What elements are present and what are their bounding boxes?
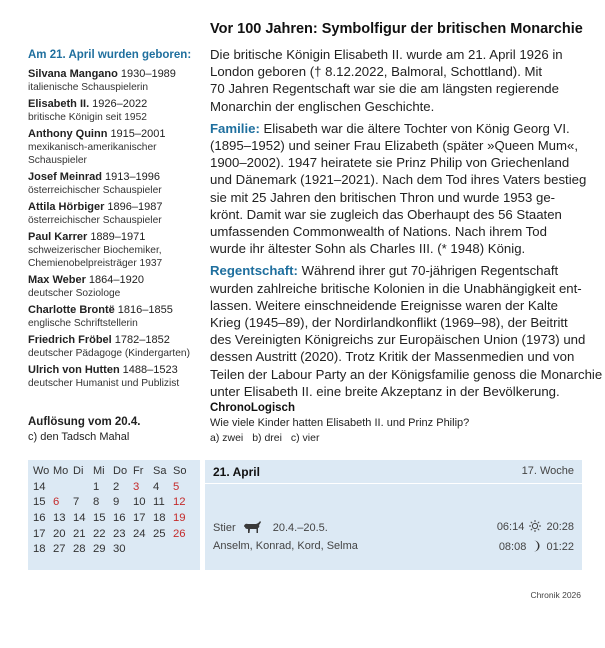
person-description: deutscher Pädagoge (Kindergarten) xyxy=(28,348,190,359)
article-line-text: krönt. Damit war sie zugleich das Oberhaupt des 56 Staaten xyxy=(210,206,562,222)
person-description: deutscher Humanist und Publizist xyxy=(28,378,180,389)
calendar-day: 15 xyxy=(93,511,106,524)
birth-entry-line xyxy=(28,334,198,347)
calendar-day: 20 xyxy=(53,527,66,540)
bull-icon xyxy=(242,520,262,537)
calendar-day: 7 xyxy=(73,496,80,509)
calendar-day: 30 xyxy=(113,543,126,556)
paragraph-heading: Regentschaft: xyxy=(210,263,298,279)
weekday-header: Mi xyxy=(93,464,105,477)
moonset-time: 01:22 xyxy=(546,541,574,553)
zodiac-row xyxy=(213,520,328,537)
article-line-text: sie mit 25 Jahren den britischen Thron und wurde 1953 ge- xyxy=(210,189,556,205)
weekday-header: Di xyxy=(73,464,84,477)
article-line-text: Elisabeth war die ältere Tochter von König Georg VI. xyxy=(259,120,570,136)
birth-entry xyxy=(28,128,198,167)
birth-entry-line xyxy=(28,231,198,244)
moon-times xyxy=(499,540,574,555)
calendar-day: 6 xyxy=(53,496,60,509)
article-line xyxy=(210,331,586,348)
calendar-day: 11 xyxy=(153,496,165,509)
article-line-text: Monarchin der englischen Geschichte. xyxy=(210,98,435,114)
weekday-header: Do xyxy=(113,464,128,477)
week-number-cell: 14 xyxy=(33,480,46,493)
chrono-option: a) zwei xyxy=(210,432,244,444)
article-line xyxy=(210,240,582,257)
article-line xyxy=(210,223,582,240)
article-title: Vor 100 Jahren: Symbolfigur der britischen Monarchie xyxy=(210,21,583,37)
zodiac-sign: Stier xyxy=(213,522,236,534)
birth-entry-line xyxy=(28,201,198,214)
calendar-day xyxy=(132,541,152,557)
chrono-question: Wie viele Kinder hatten Elisabeth II. und Prinz Philip? xyxy=(210,417,470,429)
calendar-day: 26 xyxy=(173,527,186,540)
calendar-day: 8 xyxy=(93,496,100,509)
calendar-day: 12 xyxy=(173,496,186,509)
article-intro xyxy=(210,46,582,115)
name-days: Anselm, Konrad, Kord, Selma xyxy=(213,540,358,552)
birth-entry xyxy=(28,201,198,227)
article-line xyxy=(210,120,582,137)
person-description: britische Königin seit 1952 xyxy=(28,112,147,123)
person-description: englische Schriftstellerin xyxy=(28,318,138,329)
calendar-day: 21 xyxy=(73,527,86,540)
birth-entry xyxy=(28,171,198,197)
person-description: schweizerischer Biochemiker, xyxy=(28,245,162,256)
person-years: 1782–1852 xyxy=(114,334,170,346)
birth-entry-line xyxy=(28,304,198,317)
weekday-header: Wo xyxy=(33,464,50,477)
calendar-day xyxy=(72,479,92,495)
chrono-quiz xyxy=(210,402,582,444)
calendar-day: 27 xyxy=(53,543,66,556)
person-name: Elisabeth II. xyxy=(28,98,90,110)
weekday-header: Fr xyxy=(133,464,144,477)
article-line-text: Während ihrer gut 70-jährigen Regentschaft xyxy=(297,263,559,279)
birth-entry xyxy=(28,364,198,390)
calendar-day: 5 xyxy=(173,480,180,493)
article-line-text: wurden zahlreiche britische Kolonien in die Unabhängigkeit ent- xyxy=(210,280,582,296)
article-line xyxy=(210,280,582,297)
person-name: Paul Karrer xyxy=(28,231,88,243)
article xyxy=(210,21,603,405)
chrono-option: c) vier xyxy=(290,432,320,444)
person-years: 1913–1996 xyxy=(104,171,161,183)
sunrise-time: 06:14 xyxy=(496,521,525,533)
article-line xyxy=(210,206,582,223)
article-line xyxy=(210,189,582,206)
answer-title: Auflösung vom 20.4. xyxy=(28,416,141,428)
birthdays-list xyxy=(28,68,198,390)
chrono-options xyxy=(210,432,582,444)
article-line xyxy=(210,297,582,314)
chrono-title: ChronoLogisch xyxy=(210,402,295,414)
calendar-day: 28 xyxy=(73,543,86,556)
person-years: 1915–2001 xyxy=(110,128,166,140)
person-description: italienische Schauspielerin xyxy=(28,82,149,93)
article-line-text: des Vereinigten Königreichs zur Europäischen Union (1973) und xyxy=(210,332,586,348)
answer-text: c) den Tadsch Mahal xyxy=(28,431,130,443)
person-name: Silvana Mangano xyxy=(28,68,118,80)
calendar-day xyxy=(152,541,172,557)
calendar-day: 13 xyxy=(53,511,66,524)
article-line xyxy=(210,348,582,365)
article-line xyxy=(210,314,582,331)
calendar-day: 22 xyxy=(93,527,106,540)
sun-icon xyxy=(529,520,541,535)
birth-entry xyxy=(28,304,198,330)
zodiac-range: 20.4.–20.5. xyxy=(272,522,328,534)
article-line-text: 1900–2002). 1947 heiratete sie Prinz Philip von Griechenland xyxy=(210,155,570,171)
person-years: 1926–2022 xyxy=(92,98,148,110)
person-years: 1889–1971 xyxy=(90,231,146,243)
person-years: 1488–1523 xyxy=(122,364,178,376)
person-years: 1896–1987 xyxy=(107,201,163,213)
person-description: mexikanisch-amerikanischer xyxy=(28,142,157,153)
article-line xyxy=(210,383,582,400)
article-line xyxy=(210,262,582,279)
calendar-day: 24 xyxy=(133,527,146,540)
person-name: Josef Meinrad xyxy=(28,171,102,183)
article-line-text: (1895–1952) und seiner Frau Elizabeth (später »Queen Mum«, xyxy=(210,138,579,154)
person-name: Max Weber xyxy=(28,274,86,286)
article-line-text: Die britische Königin Elisabeth II. wurde am 21. April 1926 in xyxy=(210,47,563,62)
birth-entry xyxy=(28,274,198,300)
person-name: Attila Hörbiger xyxy=(28,201,105,213)
day-date: 21. April xyxy=(213,465,260,479)
moonrise-time: 08:08 xyxy=(498,541,527,553)
calendar-day: 18 xyxy=(153,511,166,524)
calendar-day: 19 xyxy=(173,511,186,524)
calendar-day: 25 xyxy=(153,527,166,540)
calendar-day xyxy=(172,541,192,557)
calendar-day: 23 xyxy=(113,527,126,540)
calendar-day: 3 xyxy=(133,480,140,493)
calendar-day xyxy=(52,479,72,495)
day-header xyxy=(205,460,582,484)
person-name: Ulrich von Hutten xyxy=(28,364,120,376)
calendar-day: 4 xyxy=(153,480,160,493)
article-line-text: 70 Jahren Regentschaft war sie die am längsten regierende xyxy=(210,81,559,97)
calendar-day: 16 xyxy=(113,511,126,524)
birth-entry xyxy=(28,68,198,94)
birthdays-section xyxy=(28,49,198,394)
week-number-cell: 16 xyxy=(33,511,46,524)
birth-entry-line xyxy=(28,171,198,184)
article-line-text: lassen. Weitere einschneidende Ereignisse waren der Kalte xyxy=(210,297,558,313)
article-line xyxy=(210,98,582,115)
birth-entry-line xyxy=(28,274,198,287)
person-name: Anthony Quinn xyxy=(28,128,108,140)
mini-calendar-table xyxy=(32,463,192,557)
calendar-day: 10 xyxy=(133,496,146,509)
weekday-header: Sa xyxy=(153,464,167,477)
weekday-header: Mo xyxy=(53,464,69,477)
birth-entry xyxy=(28,98,198,124)
mini-calendar xyxy=(28,460,200,570)
calendar-day: 14 xyxy=(73,511,86,524)
calendar-day: 9 xyxy=(113,496,120,509)
birth-entry-line xyxy=(28,128,198,141)
article-line-text: wurde ihr ältester Sohn als Charles III. (* 1948) König. xyxy=(210,241,526,257)
birth-entry xyxy=(28,231,198,270)
week-number-cell: 15 xyxy=(33,496,46,509)
article-line xyxy=(210,63,582,80)
paragraph-heading: Familie: xyxy=(210,120,260,136)
week-number-cell: 17 xyxy=(33,527,46,540)
article-line xyxy=(210,137,582,154)
article-line xyxy=(210,154,582,171)
person-years: 1864–1920 xyxy=(88,274,144,286)
person-description: Schauspieler xyxy=(28,155,87,166)
article-line-text: Krieg (1945–89), der Nordirlandkonflikt (1969–98), der Beitritt xyxy=(210,315,568,331)
puzzle-answer xyxy=(28,416,198,443)
footer-label: Chronik 2026 xyxy=(530,590,581,600)
birth-entry-line xyxy=(28,98,198,111)
sunset-time: 20:28 xyxy=(546,521,574,533)
week-number: 17. Woche xyxy=(521,465,574,477)
article-reign-paragraph xyxy=(210,262,603,400)
article-line xyxy=(210,171,587,188)
article-line xyxy=(210,366,603,383)
calendar-day: 17 xyxy=(133,511,146,524)
birth-entry-line xyxy=(28,68,198,81)
person-name: Charlotte Brontë xyxy=(28,304,115,316)
week-number-cell: 18 xyxy=(33,543,46,556)
article-line-text: und Dänemark (1921–2021). Nach dem Tod ihres Vaters bestieg xyxy=(210,172,587,188)
person-years: 1816–1855 xyxy=(117,304,173,316)
article-line-text: umfassenden Commonwealth of Nations. Nach ihrem Tod xyxy=(210,224,547,240)
article-line xyxy=(210,80,582,97)
birth-entry-line xyxy=(28,364,198,377)
sun-times xyxy=(497,520,574,535)
article-line xyxy=(210,46,582,63)
calendar-day: 2 xyxy=(113,480,120,493)
chrono-option: b) drei xyxy=(252,432,282,444)
day-panel xyxy=(205,460,582,570)
article-line-text: Teilen der Labour Party an der Königsfamilie genoss die Monarchie xyxy=(210,366,603,382)
person-name: Friedrich Fröbel xyxy=(28,334,112,346)
article-line-text: dessen Austritt (2020). Trotz Kritik der Massenmedien und von xyxy=(210,349,575,365)
person-description: deutscher Soziologe xyxy=(28,288,121,299)
calendar-day: 29 xyxy=(93,543,106,556)
moon-icon xyxy=(531,540,541,555)
article-line-text: unter Elisabeth II. eine breite Akzeptanz in der Bevölkerung. xyxy=(210,383,560,399)
birth-entry xyxy=(28,334,198,360)
article-line-text: London geboren († 8.12.2022, Balmoral, Schottland). Mit xyxy=(210,64,543,80)
birthdays-heading: Am 21. April wurden geboren: xyxy=(28,49,192,61)
person-description: Chemienobelpreisträger 1937 xyxy=(28,258,163,269)
weekday-header: So xyxy=(173,464,187,477)
person-description: österreichischer Schauspieler xyxy=(28,185,162,196)
calendar-day: 1 xyxy=(93,480,100,493)
person-years: 1930–1989 xyxy=(120,68,176,80)
article-family-paragraph xyxy=(210,120,587,258)
person-description: österreichischer Schauspieler xyxy=(28,215,162,226)
